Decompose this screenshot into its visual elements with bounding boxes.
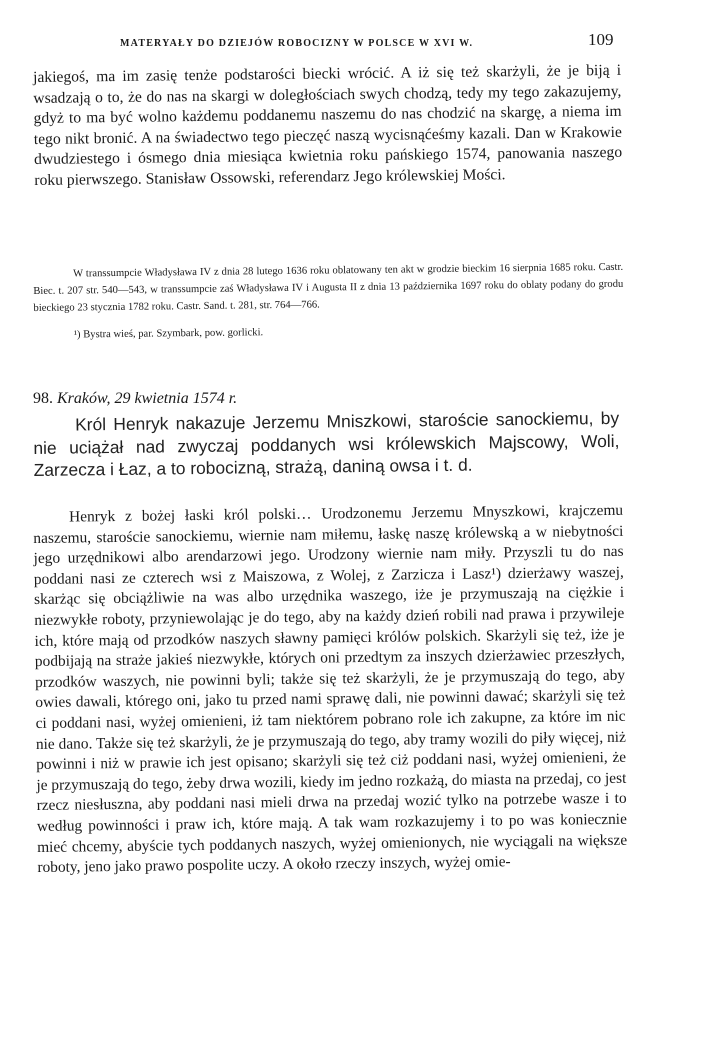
document-text: Henryk z bożej łaski król polski… Urodzonemu Jerzemu Mnyszkowi, krajczemu naszemu, staroście sanockiemu, wiernie nam miłemu, łaskę naszę królewską a w niebytności jego urzędnikowi albo arendarzowi jego. Urodzony wiernie nam miły. Przyszli tu do nas poddani nasi ze czterech wsi z Maiszowa, z Wolej, z Zarzicza i Lasz¹) dzierżawy waszej, skarżąc się obciążliwie na was albo urzędnika waszego, iże je przymuszają na ciężkie i niezwykłe roboty, przyniewolając je do tego, aby na każdy dzień robili nad prawa i przywileje ich, które mają od przodków naszych sławny pamięci królów polskich. Skarżyli się też, iże je podbijają na straże jakieś niezwykłe, których oni przedtym za inszych dzierżawiec przeszłych, przodków waszych, nie powinni byli; także się też skarżyli, że je przymuszają do tego, aby owies dawali, którego oni, jako tu przed nami sprawę dali, nie powinni dawać; skarżyli się też ci poddani nasi, wyżej omienieni, iż tam niektórem pobrano role ich zakupne, za które im nic nie dano. Także się też skarżyli, że je przymuszają do tego, aby tramy wozili do piły więcej, niż powinni i niż w prawie ich jest opisano; skarżyli się też ciż poddani nasi, wyżej omienieni, że je przymuszają do tego, żeby drwa wozili, kiedy im jedno rozkażą, do miasta na przedaj, co jest rzecz niesłuszna, aby poddani nasi mieli drwa na przedaj wozić tylko na potrzebe wasze i to według powinności i praw ich, które mają. A tak wam rozkazujemy i to po was koniecznie mieć chcemy, abyście tych poddanych naszych, wyżej omienionych, nie wyciągali na większe roboty, jeno jako prawo pospolite uczy. A około rzeczy inszych, wyżej omie- bbox=[33, 501, 628, 877]
notes-block bbox=[33, 259, 624, 344]
document-body bbox=[33, 501, 627, 879]
document-regest bbox=[33, 407, 620, 482]
continuation-text: jakiegoś, ma im zasię tenże podstarości biecki wrócić. A iż się też skarżyli, że je biją i wsadzają o to, że do nas na skargi w doległościach swych chodzą, tedy my tego zakazujemy, gdyż to ma być wolno każdemu poddanemu naszemu do nas chodzić na skargę, a niema im tego nikt bronić. A na świadectwo tego pieczęć naszą wycisnąćeśmy kazali. Dan w Krakowie dwudziestego i ósmego dnia miesiąca kwietnia roku pańskiego 1574, panowania naszego roku pierwszego. Stanisław Ossowski, referendarz Jego królewskiej Mości. bbox=[33, 61, 623, 189]
page-number: 109 bbox=[588, 30, 614, 49]
document-number: 98. bbox=[33, 390, 53, 407]
continuation-paragraph bbox=[33, 61, 622, 192]
running-title: MATERYAŁY DO DZIEJÓW ROBOCIZNY W POLSCE W XVI W. bbox=[120, 38, 474, 49]
source-note: W transsumpcie Władysława IV z dnia 28 lutego 1636 roku oblatowany ten akt w grodzie bieckim 16 sierpnia 1685 roku. Castr. Biec. t. 207 str. 540—543, w transsumpcie zaś Władysława IV i Augusta II z dnia 13 października 1697 roku do oblaty podany do grodu bieckiego 23 stycznia 1782 roku. Castr. Sand. t. 281, str. 764—766. bbox=[33, 261, 624, 314]
footnote: ¹) Bystra wieś, par. Szymbark, pow. gorlicki. bbox=[73, 327, 264, 341]
regest-text: Król Henryk nakazuje Jerzemu Mniszkowi, staroście sanockiemu, by nie uciążał nad zwyczaj poddanych wsi królewskich Majscowy, Woli, Zarzecza i Łaz, a to robocizną, strażą, daniną owsa i t. d. bbox=[33, 407, 620, 480]
document-heading bbox=[33, 390, 237, 408]
document-place-date: Kraków, 29 kwietnia 1574 r. bbox=[57, 390, 238, 407]
